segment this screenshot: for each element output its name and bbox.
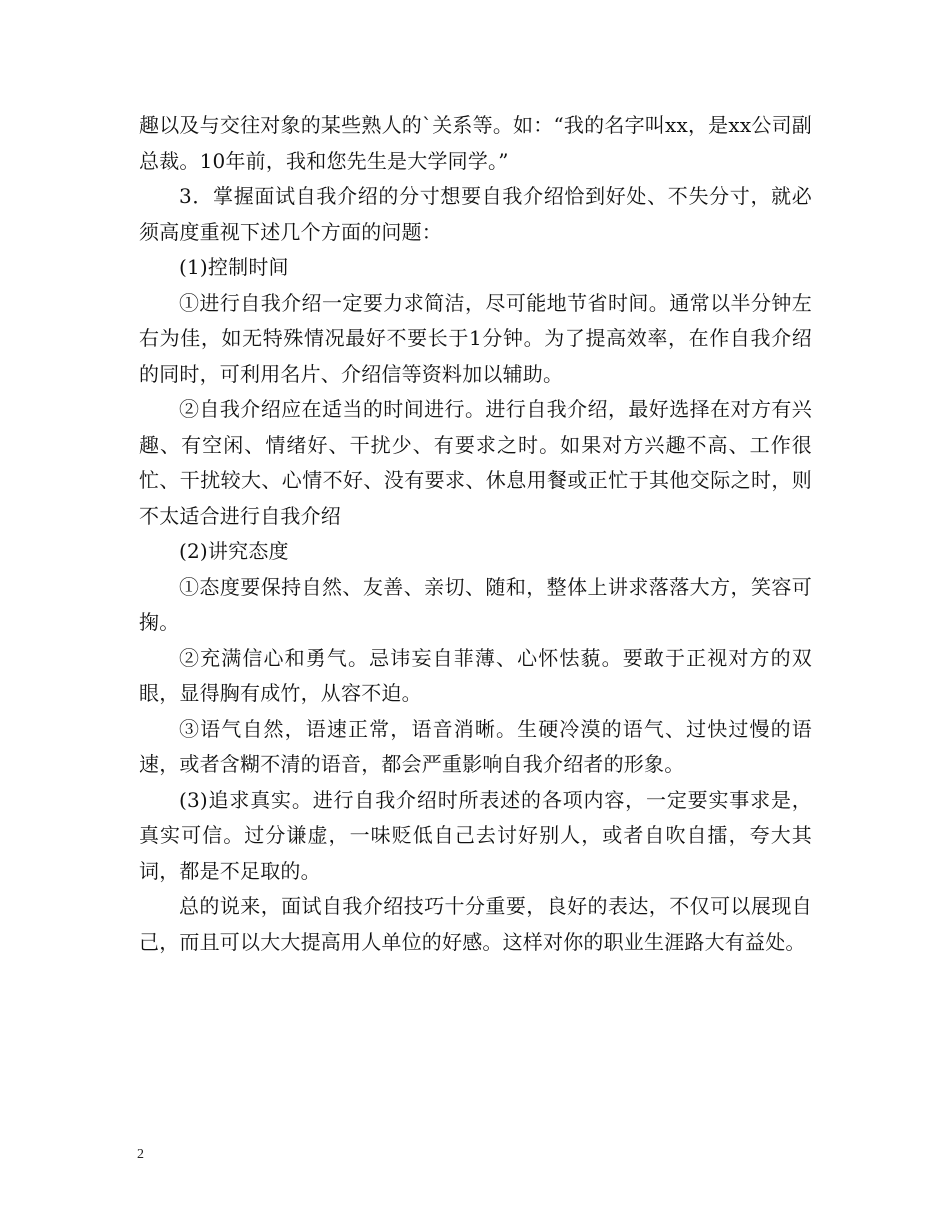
paragraph-9: ③语气自然，语速正常，语音消晰。生硬冷漠的语气、过快过慢的语速，或者含糊不清的语音，都会严重影响自我介绍者的形象。: [139, 716, 812, 776]
page-number: 2: [137, 1147, 144, 1162]
paragraph-7: ①态度要保持自然、友善、亲切、随和，整体上讲求落落大方，笑容可掬。: [139, 574, 812, 634]
section-heading-attitude: (2)讲究态度: [179, 539, 289, 563]
paragraph-4: ①进行自我介绍一定要力求简洁，尽可能地节省时间。通常以半分钟左右为佳，如无特殊情况最好不要长于1分钟。为了提高效率，在作自我介绍的同时，可利用名片、介绍信等资料加以辅助。: [139, 290, 812, 386]
paragraph-1: 趣以及与交往对象的某些熟人的`关系等。如：“我的名字叫xx，是xx公司副总裁。10年前，我和您先生是大学同学。”: [139, 113, 812, 173]
paragraph-11: 总的说来，面试自我介绍技巧十分重要，良好的表达，不仅可以展现自己，而且可以大大提高用人单位的好感。这样对你的职业生涯路大有益处。: [139, 894, 812, 954]
paragraph-5: ②自我介绍应在适当的时间进行。进行自我介绍，最好选择在对方有兴趣、有空闲、情绪好、干扰少、有要求之时。如果对方兴趣不高、工作很忙、干扰较大、心情不好、没有要求、休息用餐或正忙于其他交际之时，则不太适合进行自我介绍: [139, 397, 812, 528]
paragraph-10: (3)追求真实。进行自我介绍时所表述的各项内容，一定要实事求是，真实可信。过分谦虚，一味贬低自己去讨好别人，或者自吹自擂，夸大其词，都是不足取的。: [139, 787, 812, 883]
paragraph-8: ②充满信心和勇气。忌讳妄自菲薄、心怀怯藐。要敢于正视对方的双眼，显得胸有成竹，从容不迫。: [139, 645, 812, 705]
document-body: [139, 108, 812, 960]
paragraph-2: 3．掌握面试自我介绍的分寸想要自我介绍恰到好处、不失分寸，就必须高度重视下述几个方面的问题：: [139, 184, 812, 244]
section-heading-control-time: (1)控制时间: [179, 255, 289, 279]
